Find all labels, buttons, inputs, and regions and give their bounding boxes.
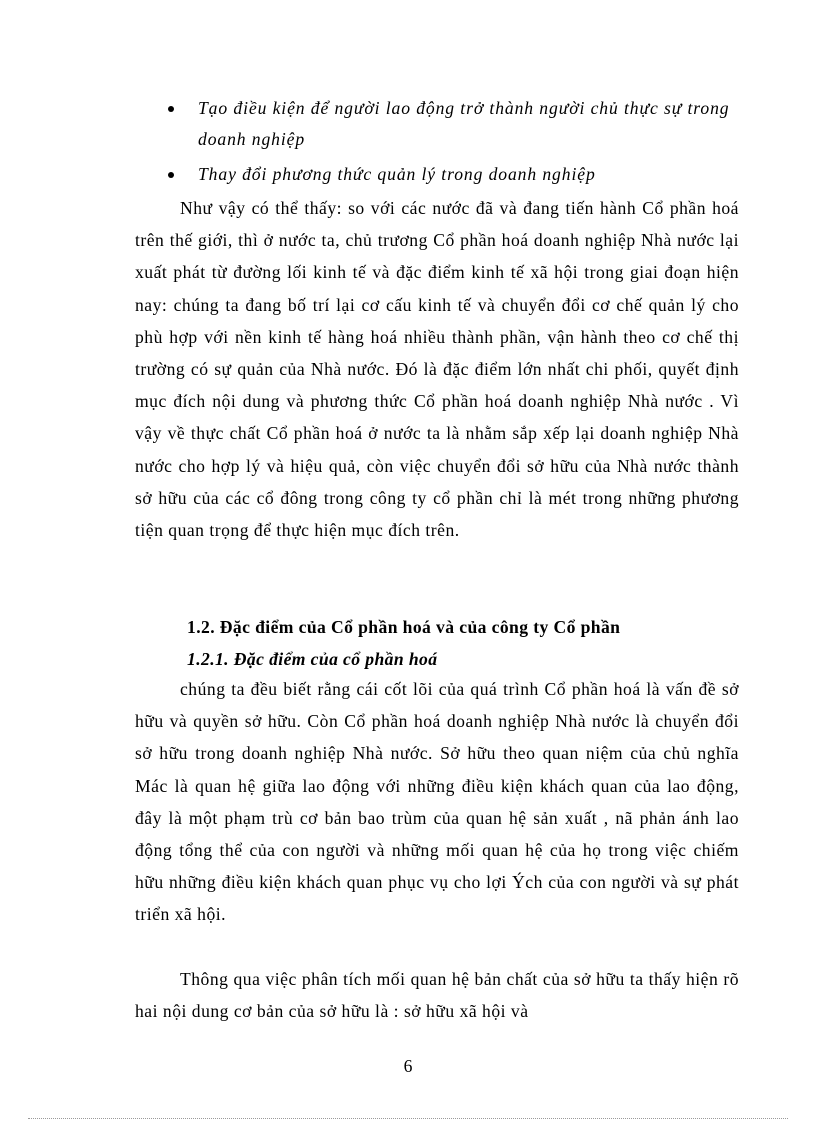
bullet-item bbox=[168, 93, 748, 155]
body-paragraph: chúng ta đều biết rằng cái cốt lõi của quá trình Cổ phần hoá là vấn đề sở hữu và quyền sở hữu. Còn Cổ phần hoá doanh nghiệp Nhà nước là chuyển đổi sở hữu trong doanh nghiệp Nhà nước. Sở hữu theo quan niệm của chủ nghĩa Mác là quan hệ giữa lao động với những điều kiện khách quan của lao động, đây là một phạm trù cơ bản bao trùm của quan hệ sản xuất , nã phản ánh lao động tổng thể của con người và những mối quan hệ của họ trong việc chiếm hữu những điều kiện khách quan phục vụ cho lợi Ých của con người và sự phát triển xã hội. bbox=[135, 679, 739, 925]
body-paragraph: Như vậy có thể thấy: so với các nước đã và đang tiến hành Cổ phần hoá trên thế giới, thì ở nước ta, chủ trương Cổ phần hoá doanh nghiệp Nhà nước lại xuất phát từ đường lối kinh tế và đặc điểm kinh tế xã hội trong giai đoạn hiện nay: chúng ta đang bố trí lại cơ cấu kinh tế và chuyển đổi cơ chế quản lý cho phù hợp với nền kinh tế hàng hoá nhiều thành phần, vận hành theo cơ chế thị trường có sự quản của Nhà nước. Đó là đặc điểm lớn nhất chi phối, quyết định mục đích nội dung và phương thức Cổ phần hoá doanh nghiệp Nhà nước . Vì vậy về thực chất Cổ phần hoá ở nước ta là nhằm sắp xếp lại doanh nghiệp Nhà nước cho hợp lý và hiệu quả, còn việc chuyển đổi sở hữu của Nhà nước thành sở hữu của các cổ đông trong công ty cổ phần chỉ là mét trong những phương tiện quan trọng để thực hiện mục đích trên. bbox=[135, 198, 739, 541]
bullet-text: Tạo điều kiện để người lao động trở thành người chủ thực sự trong doanh nghiệp bbox=[198, 98, 730, 149]
page-bottom-divider bbox=[28, 1118, 788, 1119]
bullet-list bbox=[168, 93, 748, 190]
section-heading: 1.2. Đặc điểm của Cổ phần hoá và của công ty Cổ phần bbox=[187, 617, 621, 637]
subsection-heading: 1.2.1. Đặc điểm của cổ phần hoá bbox=[187, 649, 438, 669]
bullet-dot-icon bbox=[168, 106, 174, 112]
bullet-item bbox=[168, 159, 748, 190]
body-paragraph: Thông qua việc phân tích mối quan hệ bản chất của sở hữu ta thấy hiện rõ hai nội dung cơ bản của sở hữu là : sở hữu xã hội và bbox=[135, 969, 739, 1022]
bullet-text: Thay đổi phương thức quản lý trong doanh nghiệp bbox=[198, 164, 596, 184]
page-number: 6 bbox=[403, 1056, 413, 1076]
bullet-dot-icon bbox=[168, 172, 174, 178]
